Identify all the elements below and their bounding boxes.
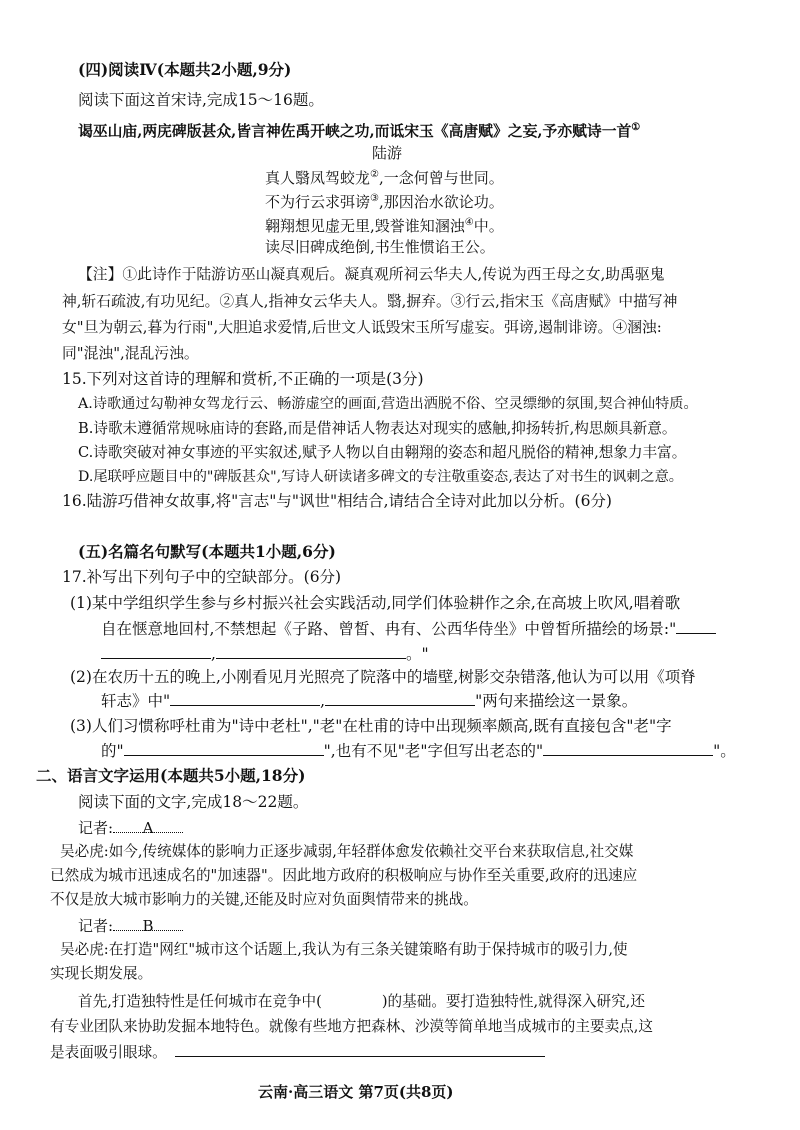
question-15-option: C.诗歌突破对神女事迹的平实叙述,赋予人物以自由翱翔的姿态和超凡脱俗的精神,想象力丰富。 xyxy=(78,444,687,461)
section2-header: 二、语言文字运用(本题共5小题,18分) xyxy=(36,766,306,785)
interview-paragraph: 实现长期发展。 xyxy=(50,965,153,982)
interview-paragraph: 不仅是放大城市影响力的关键,还能及时应对负面舆情带来的挑战。 xyxy=(50,891,478,908)
q17-item2-line: (2)在农历十五的晚上,小刚看见月光照亮了院落中的墙壁,树影交杂错落,他认为可以用《项脊 xyxy=(70,668,696,686)
page-footer: 云南·高三语文 第7页(共8页) xyxy=(258,1083,454,1101)
annotation-line: 【注】①此诗作于陆游访巫山凝真观后。凝真观所祠云华夫人,传说为西王母之女,助禹驱鬼 xyxy=(78,266,665,283)
q17-item1-line: , 。" xyxy=(101,644,429,664)
poem-title: 谒巫山庙,两庑碑版甚众,皆言神佐禹开峡之功,而诋宋玉《高唐赋》之妄,予亦赋诗一首① xyxy=(78,122,641,140)
poem-author: 陆游 xyxy=(372,144,403,162)
q17-item3-line: (3)人们习惯称呼杜甫为"诗中老杜","老"在杜甫的诗中出现频率颇高,既有直接包含"老"字 xyxy=(70,717,672,735)
blank-a: A xyxy=(113,818,183,833)
interview-paragraph: 有专业团队来协助发掘本地特色。就像有些地方把森林、沙漠等简单地当成城市的主要卖点,这 xyxy=(50,1018,653,1035)
interview-paragraph: 是表面吸引眼球。 xyxy=(50,1042,545,1063)
interview-paragraph: 已然成为城市迅速成名的"加速器"。因此地方政府的积极响应与协作至关重要,政府的迅速应 xyxy=(50,867,638,884)
poem-line: 读尽旧碑成绝倒,书生惟惯谄王公。 xyxy=(265,238,495,256)
answer-blank[interactable] xyxy=(216,644,406,659)
question-15-option: A.诗歌通过勾勒神女驾龙行云、畅游虚空的画面,营造出洒脱不俗、空灵缥缈的氛围,契合神仙特质。 xyxy=(78,396,698,412)
blank-b: B xyxy=(113,916,183,931)
question-15-stem: 15.下列对这首诗的理解和赏析,不正确的一项是(3分) xyxy=(62,370,424,388)
poem-line: 不为行云求弭谤③,那因治水欲论功。 xyxy=(265,193,504,211)
poem-line: 真人翳凤驾蛟龙②,一念何曾与世同。 xyxy=(265,169,504,187)
annotation-line: 女"旦为朝云,暮为行雨",大胆追求爱情,后世文人诋毁宋玉所写虚妄。弭谤,遏制诽谤。④溷浊: xyxy=(62,319,662,336)
interview-paragraph: 首先,打造独特性是任何城市在竞争中( )的基础。要打造独特性,就得深入研究,还 xyxy=(78,993,645,1010)
interview-paragraph: 吴必虎:在打造"网红"城市这个话题上,我认为有三条关键策略有助于保持城市的吸引力,使 xyxy=(60,941,628,958)
annotation-line: 同"混浊",混乱污浊。 xyxy=(62,345,199,362)
q17-item2-line: 轩志》中" , "两句来描绘这一景象。 xyxy=(101,692,638,710)
answer-blank[interactable] xyxy=(175,1042,545,1057)
answer-blank[interactable] xyxy=(170,691,320,706)
question-15-option: B.诗歌未遵循常规咏庙诗的套路,而是借神话人物表达对现实的感触,抑扬转折,构思颇具新意。 xyxy=(78,420,677,437)
poem-line: 翱翔想见虚无里,毁誉谁知溷浊④中。 xyxy=(265,217,504,235)
answer-blank[interactable] xyxy=(124,741,324,756)
reporter-line-b: 记者: B xyxy=(78,916,183,936)
answer-blank[interactable] xyxy=(325,691,475,706)
q17-item1-line: 自在惬意地回村,不禁想起《子路、曾皙、冉有、公西华侍坐》中曾皙所描绘的场景:" xyxy=(101,619,716,639)
answer-blank[interactable] xyxy=(543,741,713,756)
q17-item1-line: (1)某中学组织学生参与乡村振兴社会实践活动,同学们体验耕作之余,在高坡上吹风,唱着歌 xyxy=(70,594,681,612)
section2-instruction: 阅读下面的文字,完成18～22题。 xyxy=(78,793,309,811)
section4-header: (四)阅读Ⅳ(本题共2小题,9分) xyxy=(78,60,292,79)
question-17: 17.补写出下列句子中的空缺部分。(6分) xyxy=(62,568,342,586)
section4-instruction: 阅读下面这首宋诗,完成15～16题。 xyxy=(78,91,324,109)
section5-header: (五)名篇名句默写(本题共1小题,6分) xyxy=(78,542,336,561)
question-16: 16.陆游巧借神女故事,将"言志"与"讽世"相结合,请结合全诗对此加以分析。(6分) xyxy=(62,492,612,510)
answer-blank[interactable] xyxy=(101,644,211,659)
q17-item3-line: 的" ",也有不见"老"字但写出老态的" "。 xyxy=(101,742,736,760)
question-15-option: D.尾联呼应题目中的"碑版甚众",写诗人研读诸多碑文的专注敬重姿态,表达了对书生的讽刺之意。 xyxy=(78,469,683,485)
annotation-line: 神,斩石疏波,有功见纪。②真人,指神女云华夫人。翳,摒弃。③行云,指宋玉《高唐赋》中描写神 xyxy=(62,293,678,310)
interview-paragraph: 吴必虎:如今,传统媒体的影响力正逐步减弱,年轻群体愈发依赖社交平台来获取信息,社交媒 xyxy=(60,843,634,860)
answer-blank[interactable] xyxy=(676,619,716,634)
reporter-line-a: 记者: A xyxy=(78,818,183,838)
